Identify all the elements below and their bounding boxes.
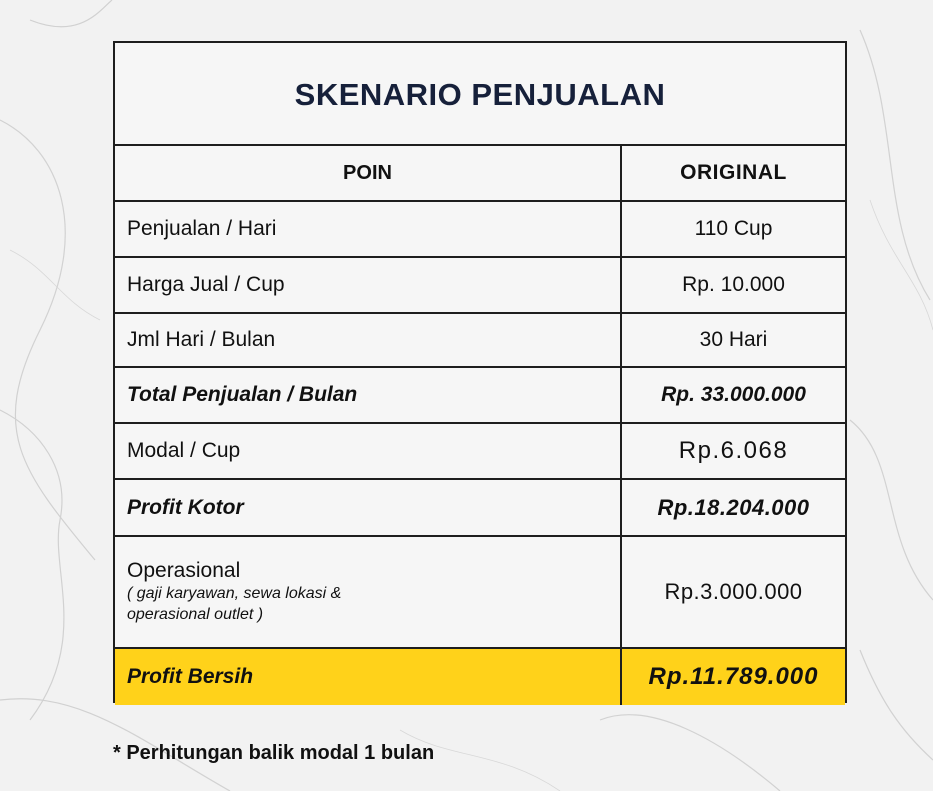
header-original: ORIGINAL bbox=[680, 161, 787, 184]
sales-scenario-table bbox=[113, 41, 847, 703]
table-row bbox=[115, 424, 845, 480]
footnote: * Perhitungan balik modal 1 bulan bbox=[113, 742, 435, 764]
row-label: Harga Jual / Cup bbox=[127, 273, 285, 296]
row-value: Rp.6.068 bbox=[678, 437, 789, 464]
row-label: Modal / Cup bbox=[127, 439, 241, 462]
table-title: SKENARIO PENJUALAN bbox=[294, 76, 666, 112]
row-sublabel: ( gaji karyawan, sewa lokasi & operasional outlet ) bbox=[127, 585, 342, 623]
table-row bbox=[115, 258, 845, 314]
row-value: 30 Hari bbox=[699, 328, 768, 351]
row-value: Rp. 33.000.000 bbox=[661, 383, 806, 406]
row-label: Profit Kotor bbox=[127, 495, 244, 519]
row-value: 110 Cup bbox=[694, 217, 773, 240]
table-row-net-profit bbox=[115, 649, 845, 705]
row-value: Rp.18.204.000 bbox=[657, 494, 810, 520]
table-row bbox=[115, 202, 845, 258]
row-label: Penjualan / Hari bbox=[127, 217, 277, 240]
table-header-row bbox=[115, 146, 845, 202]
row-label: Profit Bersih bbox=[127, 665, 254, 688]
row-value: Rp.11.789.000 bbox=[648, 663, 819, 690]
table-row-operational bbox=[115, 537, 845, 649]
table-row bbox=[115, 314, 845, 368]
row-value: Rp. 10.000 bbox=[682, 273, 785, 296]
header-poin: POIN bbox=[115, 146, 622, 200]
row-label: Total Penjualan / Bulan bbox=[127, 383, 358, 406]
row-value: Rp.3.000.000 bbox=[664, 579, 803, 604]
row-label: Jml Hari / Bulan bbox=[127, 328, 276, 351]
table-row-gross-profit bbox=[115, 480, 845, 537]
row-label: Operasional bbox=[127, 559, 241, 582]
table-title-row bbox=[115, 43, 845, 146]
table-row-total-sales bbox=[115, 368, 845, 424]
